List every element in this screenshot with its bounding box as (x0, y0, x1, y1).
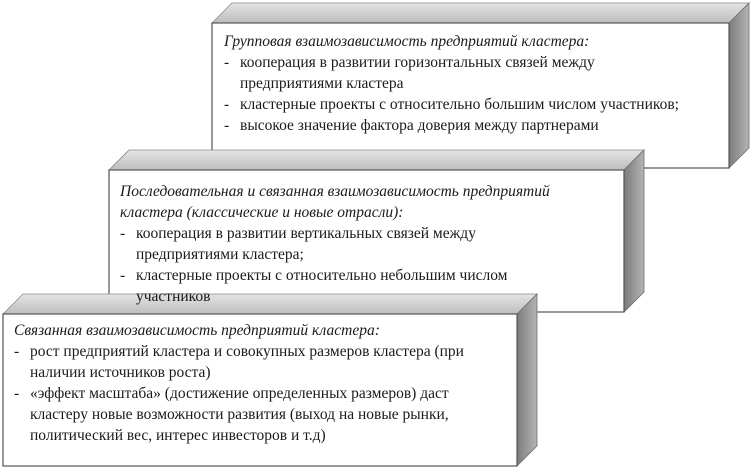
box-sequential-heading: Последовательная и связанная взаимозависимость предприятий кластера (классические и новые отрасли): (120, 183, 550, 221)
list-item: - кластерные проекты с относительно небольшим числом участников (120, 265, 570, 307)
list-item: - рост предприятий кластера и совокупных размеров кластера (при наличии источников роста) (14, 341, 470, 383)
list-item: - кластерные проекты с относительно большим числом участников; (224, 94, 679, 115)
list-item: - кооперация в развитии горизонтальных связей между предприятиями кластера (224, 52, 679, 94)
box-group-heading: Групповая взаимозависимость предприятий кластера: (224, 33, 590, 50)
box-group-list (224, 52, 679, 136)
list-item: - кооперация в развитии вертикальных связей между предприятиями кластера; (120, 223, 570, 265)
box-linked-interdependence (14, 320, 502, 446)
box-linked-list (14, 341, 502, 446)
list-item: - высокое значение фактора доверия между партнерами (224, 115, 679, 136)
box-linked-heading: Связанная взаимозависимость предприятий кластера: (14, 322, 380, 339)
box-sequential-interdependence (120, 181, 570, 307)
box-sequential-list (120, 223, 570, 307)
list-item: - «эффект масштаба» (достижение определенных размеров) даст кластеру новые возможности развития (выход на новые рынки, политический вес, интерес инвесторов и т.д) (14, 383, 502, 446)
box-group-interdependence (224, 31, 679, 136)
